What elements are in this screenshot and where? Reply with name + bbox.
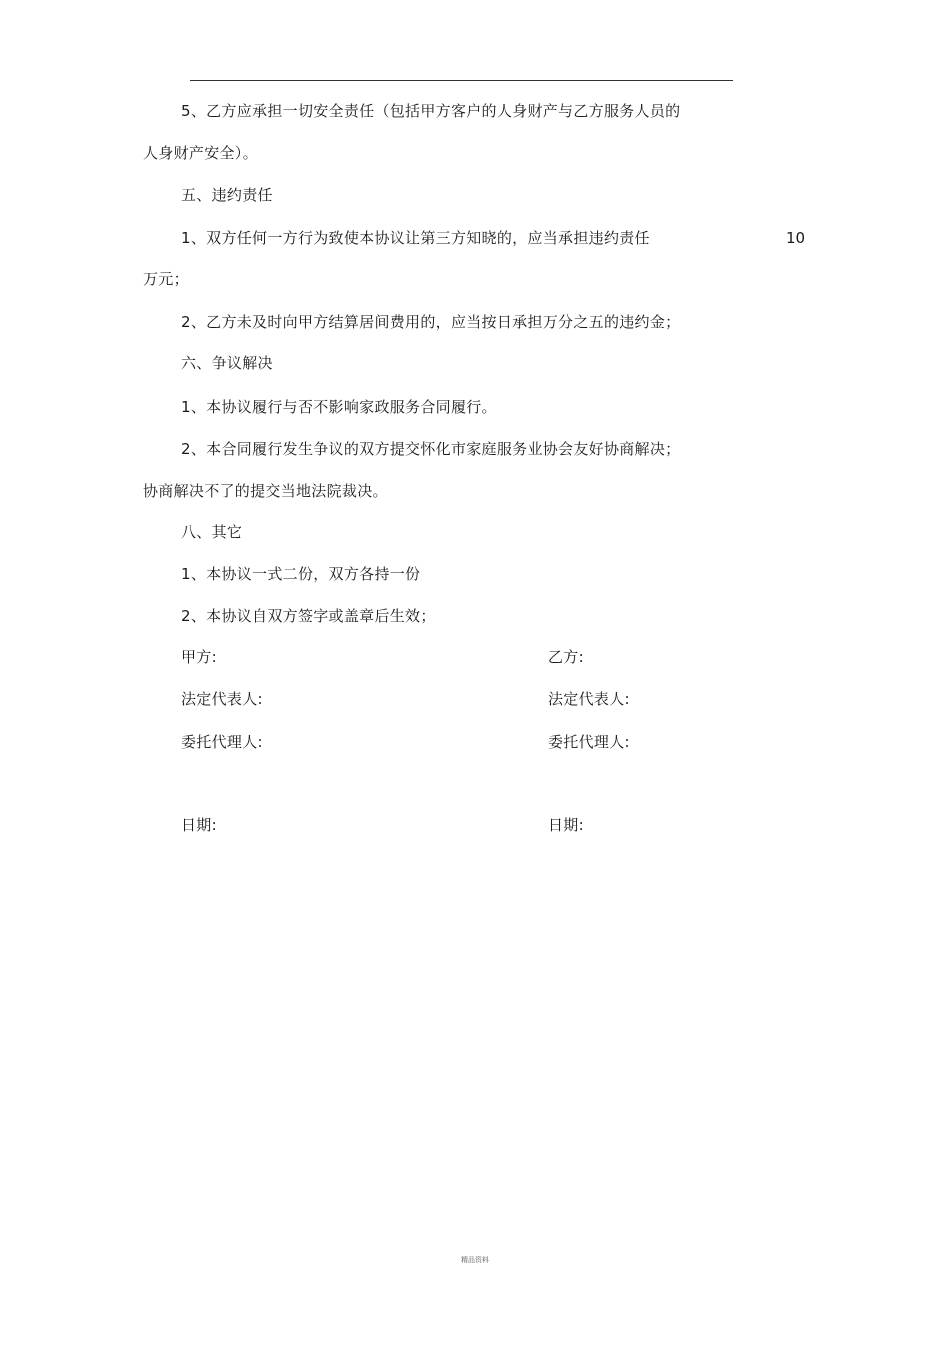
clause-5-line-2: 人身财产安全）。 <box>143 144 258 162</box>
footer-text: 精品资料 <box>461 1256 489 1264</box>
clause-5-line-1: 5、乙方应承担一切安全责任（包括甲方客户的人身财产与乙方服务人员的 <box>181 102 681 120</box>
section-5-item-1-line-1: 1、双方任何一方行为致使本协议让第三方知晓的，应当承担违约责任 <box>181 229 650 247</box>
section-6-item-2-line-1: 2、本合同履行发生争议的双方提交怀化市家庭服务业协会友好协商解决； <box>181 440 681 458</box>
party-a-legal-rep-label: 法定代表人: <box>181 690 263 708</box>
section-8-heading: 八、其它 <box>181 523 243 541</box>
section-5-item-2: 2、乙方未及时向甲方结算居间费用的，应当按日承担万分之五的违约金； <box>181 313 681 331</box>
section-6-item-1: 1、本协议履行与否不影响家政服务合同履行。 <box>181 398 497 416</box>
party-a-label: 甲方: <box>181 648 217 666</box>
party-b-legal-rep-label: 法定代表人: <box>548 690 630 708</box>
party-a-date-label: 日期: <box>181 816 217 834</box>
section-6-item-2-line-2: 协商解决不了的提交当地法院裁决。 <box>143 482 388 500</box>
party-b-agent-label: 委托代理人: <box>548 733 630 751</box>
section-5-heading: 五、违约责任 <box>181 186 273 204</box>
section-8-item-2: 2、本协议自双方签字或盖章后生效； <box>181 607 436 625</box>
party-b-date-label: 日期: <box>548 816 584 834</box>
header-rule <box>190 80 733 81</box>
section-5-item-1-line-2: 万元； <box>143 270 189 288</box>
section-5-item-1-amount: 10 <box>786 229 806 247</box>
section-8-item-1: 1、本协议一式二份，双方各持一份 <box>181 565 421 583</box>
section-6-heading: 六、争议解决 <box>181 354 273 372</box>
party-b-label: 乙方: <box>548 648 584 666</box>
party-a-agent-label: 委托代理人: <box>181 733 263 751</box>
